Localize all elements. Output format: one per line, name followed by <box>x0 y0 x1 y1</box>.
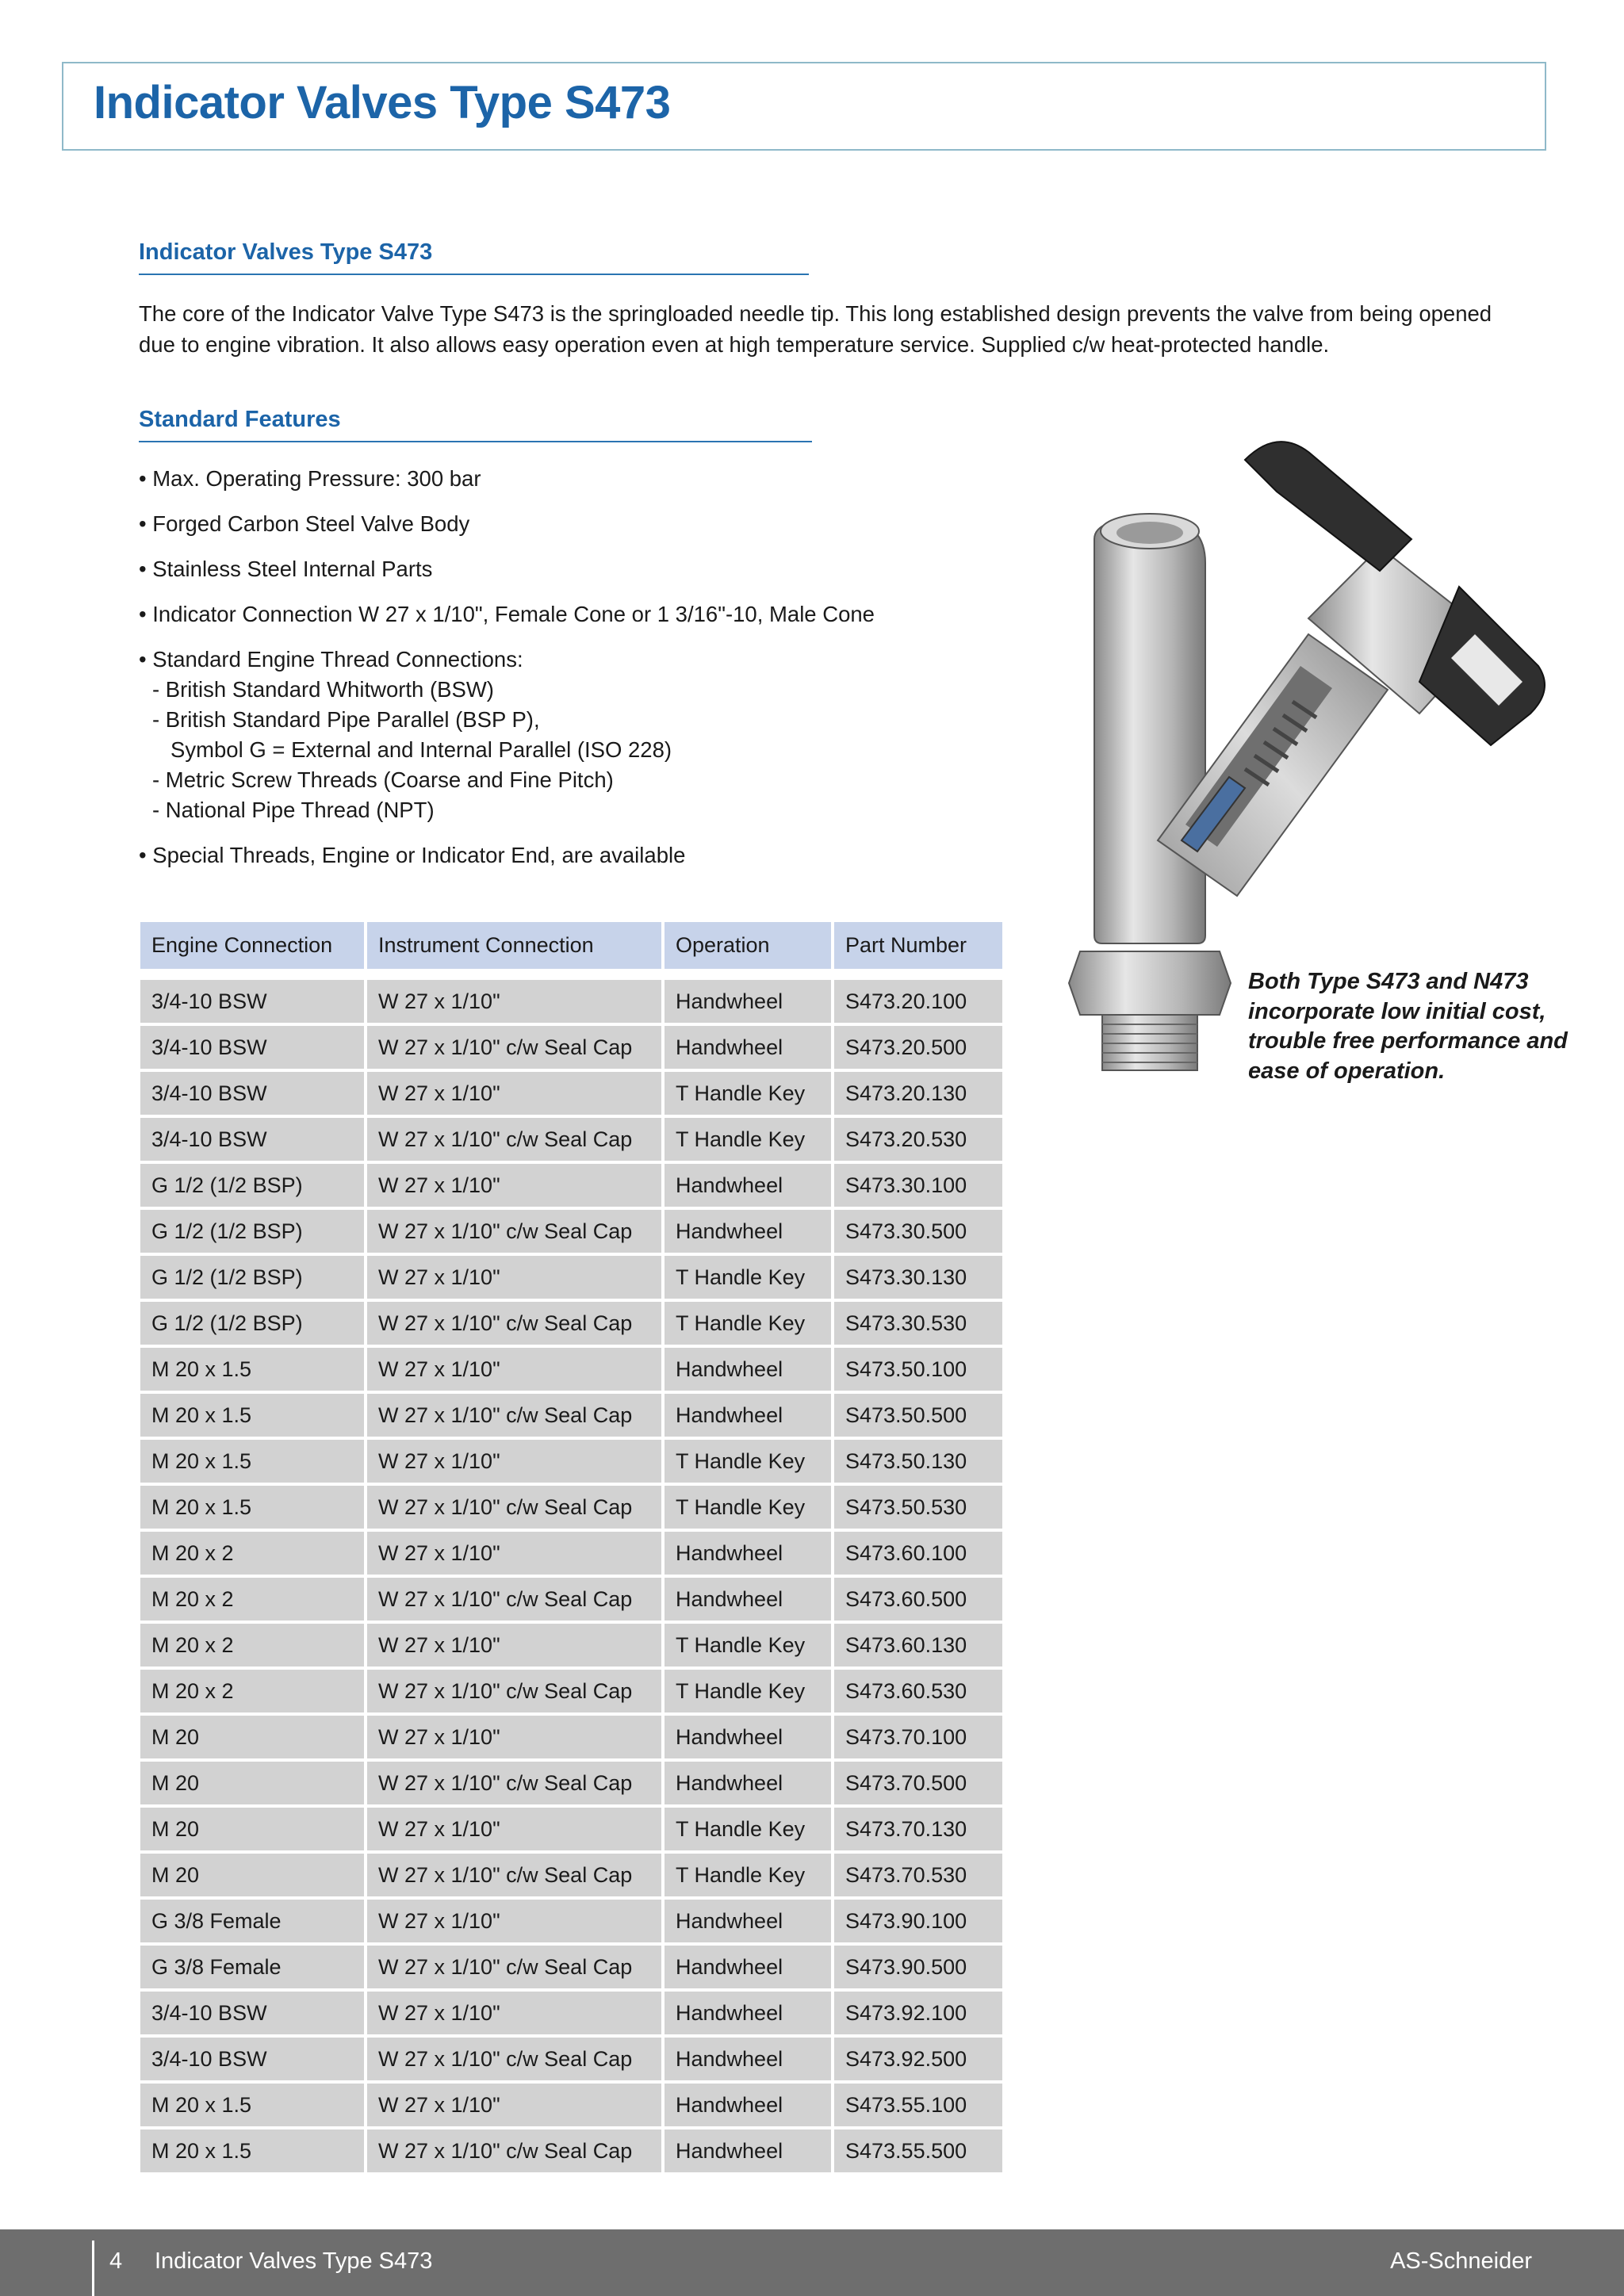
table-cell: W 27 x 1/10" <box>367 1256 661 1299</box>
table-cell: M 20 <box>140 1762 364 1804</box>
table-cell: Handwheel <box>665 1210 831 1253</box>
table-cell: Handwheel <box>665 980 831 1023</box>
table-row <box>140 1762 1002 1804</box>
table-cell: M 20 x 1.5 <box>140 1394 364 1437</box>
table-cell: M 20 x 1.5 <box>140 1486 364 1529</box>
table-cell: Handwheel <box>665 1716 831 1758</box>
table-cell: Handwheel <box>665 1026 831 1069</box>
table-cell: M 20 x 2 <box>140 1670 364 1712</box>
table-row <box>140 1210 1002 1253</box>
table-cell: 3/4-10 BSW <box>140 980 364 1023</box>
table-cell: S473.30.500 <box>834 1210 1002 1253</box>
table-cell: S473.92.500 <box>834 2038 1002 2080</box>
table-cell: Handwheel <box>665 1164 831 1207</box>
table-cell: S473.50.500 <box>834 1394 1002 1437</box>
table-cell: W 27 x 1/10" c/w Seal Cap <box>367 1118 661 1161</box>
table-row <box>140 1394 1002 1437</box>
table-cell: W 27 x 1/10" c/w Seal Cap <box>367 1578 661 1621</box>
table-row <box>140 1348 1002 1391</box>
part-number-table <box>137 919 1005 2175</box>
footer-title: Indicator Valves Type S473 <box>155 2248 433 2274</box>
features-heading: Standard Features <box>139 407 812 442</box>
table-cell: Handwheel <box>665 1900 831 1942</box>
table-cell: G 1/2 (1/2 BSP) <box>140 1256 364 1299</box>
table-body <box>140 980 1002 2172</box>
table-header-row <box>140 922 1002 969</box>
table-cell: Handwheel <box>665 1946 831 1988</box>
table-row <box>140 1624 1002 1667</box>
table-cell: S473.20.530 <box>834 1118 1002 1161</box>
table-cell: S473.30.530 <box>834 1302 1002 1345</box>
column-header: Engine Connection <box>140 922 364 969</box>
table-cell: T Handle Key <box>665 1808 831 1850</box>
table-cell: S473.55.500 <box>834 2130 1002 2172</box>
table-cell: W 27 x 1/10" <box>367 980 661 1023</box>
table-cell: S473.30.100 <box>834 1164 1002 1207</box>
table-cell: M 20 x 1.5 <box>140 2130 364 2172</box>
table-cell: M 20 x 1.5 <box>140 1348 364 1391</box>
features-list <box>139 464 875 886</box>
table-cell: W 27 x 1/10" c/w Seal Cap <box>367 1946 661 1988</box>
intro-heading: Indicator Valves Type S473 <box>139 239 809 275</box>
feature-subitem: - National Pipe Thread (NPT) <box>152 798 435 822</box>
table-cell: S473.60.500 <box>834 1578 1002 1621</box>
table-cell: M 20 <box>140 1854 364 1896</box>
title-box <box>62 62 1546 151</box>
table-cell: S473.20.100 <box>834 980 1002 1023</box>
table-cell: S473.60.530 <box>834 1670 1002 1712</box>
table-row <box>140 1900 1002 1942</box>
table-cell: G 1/2 (1/2 BSP) <box>140 1210 364 1253</box>
table-cell: Handwheel <box>665 1992 831 2034</box>
feature-item: • Forged Carbon Steel Valve Body <box>139 511 470 536</box>
table-cell: W 27 x 1/10" <box>367 1808 661 1850</box>
table-cell: W 27 x 1/10" c/w Seal Cap <box>367 1854 661 1896</box>
table-cell: G 3/8 Female <box>140 1900 364 1942</box>
table-cell: Handwheel <box>665 1762 831 1804</box>
table-cell: 3/4-10 BSW <box>140 2038 364 2080</box>
table-cell: W 27 x 1/10" <box>367 1348 661 1391</box>
feature-item <box>139 645 875 825</box>
table-row <box>140 980 1002 1023</box>
table-cell: W 27 x 1/10" c/w Seal Cap <box>367 1394 661 1437</box>
table-cell: W 27 x 1/10" <box>367 2084 661 2126</box>
table-cell: Handwheel <box>665 2130 831 2172</box>
table-row <box>140 1072 1002 1115</box>
table-row <box>140 1670 1002 1712</box>
table-cell: S473.20.130 <box>834 1072 1002 1115</box>
table-cell: S473.70.130 <box>834 1808 1002 1850</box>
table-row <box>140 1164 1002 1207</box>
table-cell: W 27 x 1/10" <box>367 1900 661 1942</box>
feature-item: • Max. Operating Pressure: 300 bar <box>139 466 481 491</box>
table-row <box>140 1578 1002 1621</box>
table-cell: Handwheel <box>665 1348 831 1391</box>
table-cell: S473.70.500 <box>834 1762 1002 1804</box>
table-cell: T Handle Key <box>665 1440 831 1483</box>
page-title: Indicator Valves Type S473 <box>94 77 671 128</box>
table-cell: S473.70.100 <box>834 1716 1002 1758</box>
table-cell: W 27 x 1/10" c/w Seal Cap <box>367 1026 661 1069</box>
feature-subitem: Symbol G = External and Internal Parallel (ISO 228) <box>170 737 672 762</box>
table-cell: W 27 x 1/10" <box>367 1532 661 1575</box>
table-cell: T Handle Key <box>665 1256 831 1299</box>
table-cell: M 20 x 1.5 <box>140 1440 364 1483</box>
table-cell: M 20 x 2 <box>140 1578 364 1621</box>
table-cell: S473.50.130 <box>834 1440 1002 1483</box>
footer-brand: AS-Schneider <box>1390 2248 1532 2274</box>
table-row <box>140 1440 1002 1483</box>
table-cell: M 20 <box>140 1716 364 1758</box>
table-row <box>140 1808 1002 1850</box>
feature-subitem: - British Standard Whitworth (BSW) <box>152 677 494 702</box>
page-footer <box>0 2229 1624 2296</box>
table-cell: T Handle Key <box>665 1118 831 1161</box>
table-cell: W 27 x 1/10" <box>367 1072 661 1115</box>
table-cell: W 27 x 1/10" <box>367 1164 661 1207</box>
intro-text: The core of the Indicator Valve Type S473 is the springloaded needle tip. This long established design prevents the valve from being opened due to engine vibration. It also allows easy operation even at high temperature service. Supplied c/w heat-protected handle. <box>139 301 1492 357</box>
table-cell: G 3/8 Female <box>140 1946 364 1988</box>
table-cell: W 27 x 1/10" <box>367 1716 661 1758</box>
table-cell: Handwheel <box>665 1394 831 1437</box>
table-row <box>140 2084 1002 2126</box>
table-cell: W 27 x 1/10" c/w Seal Cap <box>367 2038 661 2080</box>
table-row <box>140 2038 1002 2080</box>
table-cell: S473.60.130 <box>834 1624 1002 1667</box>
table-row <box>140 1026 1002 1069</box>
table-cell: M 20 x 1.5 <box>140 2084 364 2126</box>
table-cell: Handwheel <box>665 2084 831 2126</box>
page-number: 4 <box>109 2248 123 2274</box>
table-cell: W 27 x 1/10" c/w Seal Cap <box>367 1302 661 1345</box>
table-cell: W 27 x 1/10" <box>367 1624 661 1667</box>
feature-item: • Indicator Connection W 27 x 1/10", Female Cone or 1 3/16"-10, Male Cone <box>139 602 875 626</box>
table-cell: W 27 x 1/10" c/w Seal Cap <box>367 1210 661 1253</box>
table-cell: W 27 x 1/10" <box>367 1992 661 2034</box>
table-row <box>140 1992 1002 2034</box>
table-cell: S473.92.100 <box>834 1992 1002 2034</box>
table-row <box>140 1716 1002 1758</box>
feature-item-label: • Standard Engine Thread Connections: <box>139 647 523 672</box>
table-cell: S473.50.100 <box>834 1348 1002 1391</box>
footer-divider <box>92 2241 94 2296</box>
table-cell: W 27 x 1/10" c/w Seal Cap <box>367 1762 661 1804</box>
table-cell: S473.90.100 <box>834 1900 1002 1942</box>
table-cell: S473.90.500 <box>834 1946 1002 1988</box>
table-row <box>140 1946 1002 1988</box>
table-cell: W 27 x 1/10" c/w Seal Cap <box>367 1486 661 1529</box>
table-cell: 3/4-10 BSW <box>140 1026 364 1069</box>
table-cell: S473.60.100 <box>834 1532 1002 1575</box>
table-row <box>140 1118 1002 1161</box>
table-cell: Handwheel <box>665 1578 831 1621</box>
table-row <box>140 1854 1002 1896</box>
table-row <box>140 1302 1002 1345</box>
table-cell: W 27 x 1/10" <box>367 1440 661 1483</box>
column-header: Part Number <box>834 922 1002 969</box>
table-cell: G 1/2 (1/2 BSP) <box>140 1302 364 1345</box>
table-row <box>140 1486 1002 1529</box>
feature-subitem: - Metric Screw Threads (Coarse and Fine Pitch) <box>152 767 614 792</box>
image-caption: Both Type S473 and N473 incorporate low initial cost, trouble free performance and ease of operation. <box>1248 969 1568 1084</box>
table-cell: 3/4-10 BSW <box>140 1992 364 2034</box>
table-cell: T Handle Key <box>665 1302 831 1345</box>
feature-item: • Stainless Steel Internal Parts <box>139 557 433 581</box>
table-cell: T Handle Key <box>665 1854 831 1896</box>
table-cell: M 20 x 2 <box>140 1624 364 1667</box>
table-cell: 3/4-10 BSW <box>140 1118 364 1161</box>
table-cell: Handwheel <box>665 1532 831 1575</box>
table-cell: W 27 x 1/10" c/w Seal Cap <box>367 1670 661 1712</box>
table-cell: Handwheel <box>665 2038 831 2080</box>
table-cell: G 1/2 (1/2 BSP) <box>140 1164 364 1207</box>
table-cell: S473.70.530 <box>834 1854 1002 1896</box>
table-cell: M 20 <box>140 1808 364 1850</box>
table-cell: S473.20.500 <box>834 1026 1002 1069</box>
table-cell: W 27 x 1/10" c/w Seal Cap <box>367 2130 661 2172</box>
table-cell: T Handle Key <box>665 1486 831 1529</box>
table-cell: S473.30.130 <box>834 1256 1002 1299</box>
table-cell: 3/4-10 BSW <box>140 1072 364 1115</box>
column-header: Operation <box>665 922 831 969</box>
table-row <box>140 1256 1002 1299</box>
table-row <box>140 2130 1002 2172</box>
table-cell: S473.50.530 <box>834 1486 1002 1529</box>
table-cell: T Handle Key <box>665 1624 831 1667</box>
feature-item: • Special Threads, Engine or Indicator End, are available <box>139 843 686 867</box>
table-row <box>140 1532 1002 1575</box>
table-cell: S473.55.100 <box>834 2084 1002 2126</box>
table-cell: M 20 x 2 <box>140 1532 364 1575</box>
table-cell: T Handle Key <box>665 1670 831 1712</box>
table-cell: T Handle Key <box>665 1072 831 1115</box>
column-header: Instrument Connection <box>367 922 661 969</box>
feature-subitem: - British Standard Pipe Parallel (BSP P), <box>152 707 540 732</box>
